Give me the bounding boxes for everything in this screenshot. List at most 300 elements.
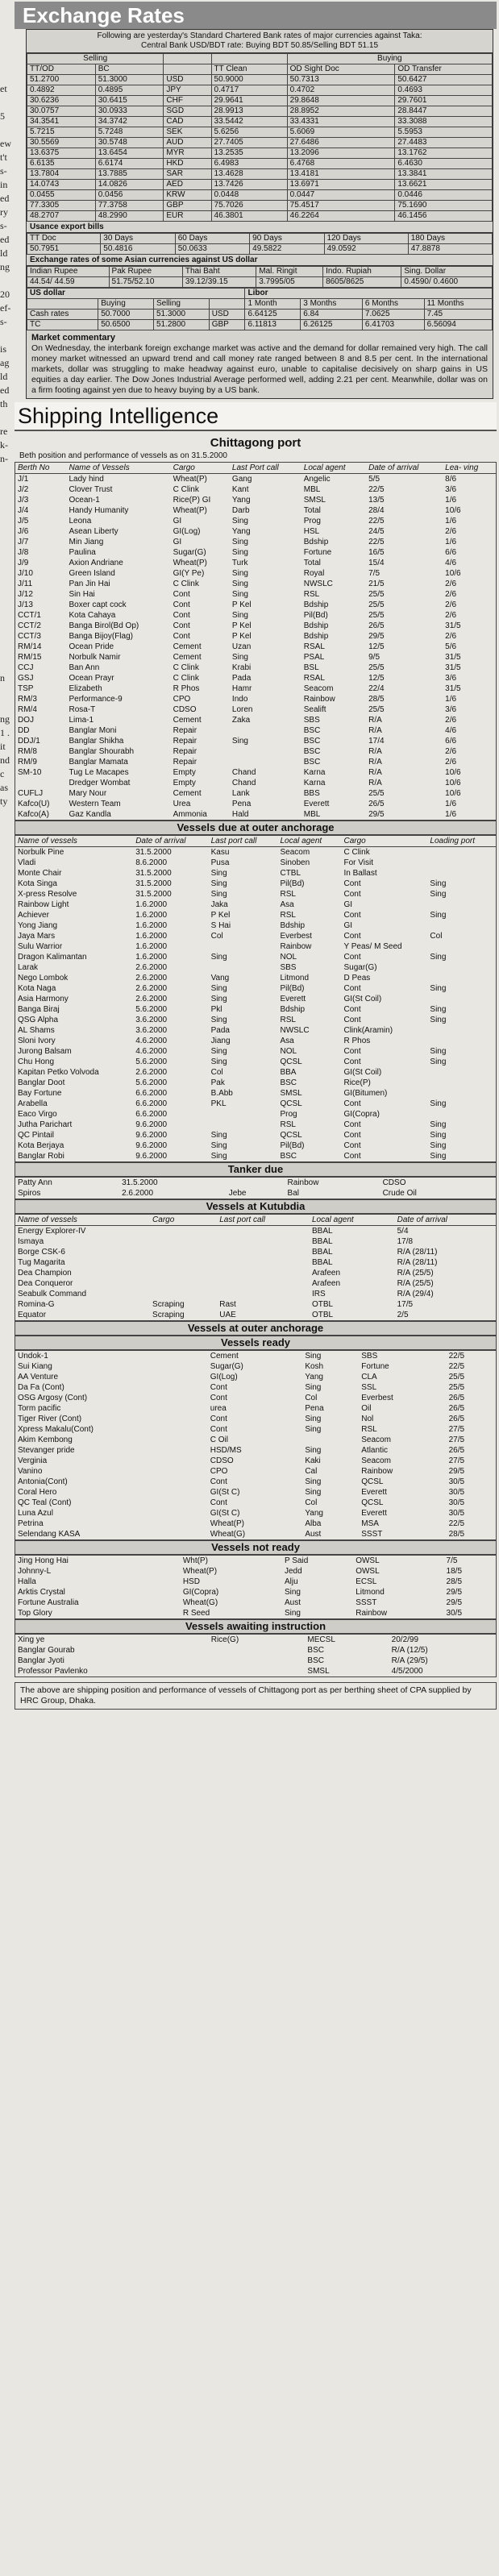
anchorage-row-cell: Y Peas/ M Seed <box>343 942 402 951</box>
kutubdia-row-cell: Energy Explorer-IV <box>18 1227 86 1236</box>
usd-blank-header <box>209 299 245 310</box>
awaiting-rows <box>15 1635 497 1677</box>
berth-row-cell: Tug Le Macapes <box>69 768 129 777</box>
berth-row-cell: 1/6 <box>445 496 457 505</box>
left-fragment <box>0 1000 13 1014</box>
not-ready-row-cell: Fortune Australia <box>18 1598 79 1607</box>
currency-row-cell: 27.7405 <box>211 138 287 148</box>
currency-row-cell: 14.0826 <box>95 180 164 190</box>
berth-row-cell: 17/4 <box>368 737 385 746</box>
berth-row-cell: 1/6 <box>445 810 457 819</box>
anchorage-row-cell <box>427 1067 496 1078</box>
ready-rows <box>15 1351 497 1540</box>
not-ready-row-cell: Jing Hong Hai <box>18 1556 69 1565</box>
anchorage-row-cell <box>209 962 278 973</box>
anchorage-row-cell: Sugar(G) <box>343 963 377 972</box>
left-fragment <box>0 1877 13 1891</box>
anchorage-row-cell: SBS <box>280 963 297 972</box>
anchorage-row-cell: Cont <box>343 1131 361 1140</box>
kutubdia-row-cell: Romina-G <box>18 1300 55 1309</box>
berth-row-cell: Asean Liberty <box>69 527 119 536</box>
berth-row <box>15 736 497 746</box>
berth-row-cell: 2/6 <box>445 600 457 609</box>
exchange-rates-banner: Exchange Rates <box>15 2 497 29</box>
ready-row-cell: Everett <box>361 1488 387 1497</box>
market-commentary <box>27 330 493 398</box>
currency-row-cell: 29.9641 <box>211 96 287 106</box>
anchorage-row-cell: Jurong Balsam <box>18 1047 72 1056</box>
anchorage-row-cell: Nego Lombok <box>18 974 69 983</box>
berth-header-cell: Cargo <box>171 463 230 474</box>
currency-row-cell: 0.0448 <box>211 190 287 201</box>
note-line-1: Following are yesterday's Standard Chartered Bank rates of major currencies against Taka: <box>97 31 422 40</box>
ready-row-cell: Akim Kembong <box>18 1435 73 1444</box>
libor-title: Libor <box>245 289 493 299</box>
berth-row-cell: Pada <box>231 674 252 683</box>
anchorage-row-cell: 2.6.2000 <box>135 995 168 1003</box>
left-fragment <box>0 1329 13 1343</box>
blank-header <box>164 54 211 64</box>
not-ready-row-cell: Arktis Crystal <box>18 1588 65 1597</box>
left-fragment: et <box>0 83 7 94</box>
berth-row <box>15 495 497 505</box>
currency-row-cell: 13.6971 <box>287 180 395 190</box>
not-ready-row-cell: Wheat(P) <box>182 1567 218 1576</box>
berth-row <box>15 600 497 610</box>
not-ready-rows <box>15 1556 497 1619</box>
berth-row-cell: Repair <box>173 737 198 746</box>
anchorage-row-cell: Cont <box>343 1047 361 1056</box>
asian-value-cell: 39.12/39.15 <box>182 277 256 288</box>
berth-row-cell: Sin Hai <box>69 590 95 599</box>
ready-row-cell: Atlantic <box>361 1446 389 1455</box>
usd-row-cell: 50.7000 <box>98 310 154 320</box>
anchorage-row-cell: Banga Biraj <box>18 1005 60 1014</box>
anchorage-row <box>15 1099 497 1109</box>
anchorage-row-cell: NOL <box>280 1047 297 1056</box>
kutubdia-header-cell: Date of arrival <box>395 1215 497 1226</box>
left-fragment: in <box>0 179 8 190</box>
usance-header-cell: 90 Days <box>250 234 324 244</box>
berth-row-cell: 1/6 <box>445 538 457 546</box>
currency-row <box>27 169 493 180</box>
currency-row-cell: 0.0446 <box>395 190 493 201</box>
berth-row-cell: Norbulk Namir <box>69 653 121 662</box>
anchorage-row-cell: Vladi <box>18 858 36 867</box>
anchorage-row-cell: Asa <box>280 1037 294 1045</box>
currency-row-cell: 46.3801 <box>211 211 287 222</box>
anchorage-row-cell: Sing <box>210 1131 227 1140</box>
anchorage-row-cell: 2.6.2000 <box>135 974 168 983</box>
anchorage-row-cell: 9.6.2000 <box>135 1131 168 1140</box>
berth-header-cell: Last Port call <box>230 463 301 474</box>
berth-row-cell: CCT/2 <box>18 621 41 630</box>
berth-row-cell: J/2 <box>18 485 29 494</box>
ready-row-cell: 30/5 <box>448 1509 465 1518</box>
anchorage-row-cell: Sing <box>430 1152 447 1161</box>
left-fragment <box>0 1494 13 1507</box>
anchorage-row-cell: BBA <box>280 1068 297 1077</box>
kutubdia-row <box>15 1278 497 1289</box>
kutubdia-row-cell: BBAL <box>312 1258 333 1267</box>
ready-row-cell: Everett <box>361 1509 387 1518</box>
left-fragment <box>0 274 13 288</box>
anchorage-row-cell: Sing <box>210 953 227 962</box>
anchorage-row-cell <box>427 1088 496 1099</box>
usd-header-cell: Buying <box>98 299 154 310</box>
selling-header: Selling <box>27 54 164 64</box>
buying-header: Buying <box>287 54 492 64</box>
usd-row-cell: GBP <box>209 320 245 330</box>
shipping-box <box>15 436 497 1710</box>
currency-row-cell: 30.5569 <box>27 138 96 148</box>
berth-row-cell: Clover Trust <box>69 485 113 494</box>
commentary-title: Market commentary <box>31 333 115 343</box>
not-ready-row <box>15 1556 497 1567</box>
left-fragment <box>0 1137 13 1151</box>
tanker-row-cell: Rainbow <box>287 1178 319 1187</box>
anchorage-row-cell: 1.6.2000 <box>135 900 168 909</box>
berth-row-cell: 15/4 <box>368 559 385 567</box>
berth-row-cell: Sealift <box>303 705 326 714</box>
usd-libor-headers <box>27 299 493 310</box>
left-fragment <box>0 1096 13 1110</box>
left-fragment <box>0 1507 13 1521</box>
awaiting-row-cell: BSC <box>307 1656 324 1665</box>
left-fragment: ed <box>0 193 10 204</box>
currency-row <box>27 75 493 85</box>
ready-row-cell: 28/5 <box>448 1530 465 1539</box>
ready-row <box>15 1508 497 1519</box>
berth-row-cell: Prog <box>303 517 321 526</box>
berth-table <box>15 462 497 821</box>
berth-row-cell: Sugar(G) <box>173 548 206 557</box>
berth-row-cell: BSC <box>303 737 321 746</box>
kutubdia-row-cell <box>150 1268 217 1278</box>
ready-row-cell: RSL <box>361 1425 377 1434</box>
berth-row <box>15 558 497 568</box>
anchorage-row <box>15 1057 497 1067</box>
anchorage-row-cell: D Peas <box>343 974 371 983</box>
anchorage-row <box>15 1046 497 1057</box>
ready-row-cell: Yang <box>305 1373 323 1381</box>
berth-row-cell: CDSO <box>173 705 197 714</box>
anchorage-table <box>15 835 497 1162</box>
anchorage-row-cell: Kota Naga <box>18 984 56 993</box>
ready-row-cell: Da Fa (Cont) <box>18 1383 64 1392</box>
berth-row-cell: R/A <box>368 747 382 756</box>
left-fragment <box>0 1863 13 1877</box>
tanker-row <box>15 1188 497 1199</box>
awaiting-row-cell <box>293 1635 305 1646</box>
currency-row-cell: 6.4768 <box>287 159 395 169</box>
berth-row-cell: Loren <box>231 705 253 714</box>
berth-row <box>15 757 497 767</box>
ready-row <box>15 1351 497 1362</box>
ready-row-cell: GI(Log) <box>210 1373 238 1381</box>
usd-libor-row <box>27 320 493 330</box>
ready-row-cell: Sing <box>305 1352 322 1361</box>
berth-row-cell: Repair <box>173 726 198 735</box>
usance-header-cell: 30 Days <box>101 234 175 244</box>
currency-row-cell: 13.6375 <box>27 148 96 159</box>
ready-row-cell: C Oil <box>210 1435 228 1444</box>
left-fragment <box>0 1411 13 1425</box>
berth-row-cell: Karna <box>303 768 326 777</box>
left-fragment: c <box>0 768 5 779</box>
anchorage-row-cell: QCSL <box>280 1057 302 1066</box>
ready-row-cell: SBS <box>361 1352 378 1361</box>
ready-row-cell: Kosh <box>305 1362 324 1371</box>
usd-row-cell: 51.2800 <box>153 320 209 330</box>
berth-row <box>15 725 497 736</box>
left-fragment <box>0 1795 13 1809</box>
ready-row-cell: SSL <box>361 1383 377 1392</box>
left-fragment <box>0 69 13 82</box>
anchorage-row-cell: Kota Singa <box>18 879 57 888</box>
awaiting-title: Vessels awaiting instruction <box>15 1619 497 1634</box>
anchorage-row-cell: GI(St Coil) <box>343 995 382 1003</box>
anchorage-row-cell: Pil(Bd) <box>280 1141 305 1150</box>
awaiting-row-cell: Banglar Jyoti <box>18 1656 64 1665</box>
anchorage-row-cell: For Visit <box>343 858 373 867</box>
berth-row-cell: P Kel <box>231 632 252 641</box>
anchorage-row-cell: Sing <box>430 1047 447 1056</box>
currency-row-cell: CAD <box>164 117 211 127</box>
kutubdia-row <box>15 1268 497 1278</box>
currency-header-cell: TT/OD <box>27 64 96 75</box>
berth-row-cell: Ban Ann <box>69 663 100 672</box>
berth-row-cell: Repair <box>173 747 198 756</box>
shipping-intelligence-banner: Shipping Intelligence <box>15 402 497 431</box>
berth-row <box>15 746 497 757</box>
kutubdia-row-cell: Seabulk Command <box>18 1290 87 1298</box>
left-fragment <box>0 534 13 548</box>
ready-row <box>15 1424 497 1435</box>
left-fragment <box>0 1562 13 1576</box>
berth-row-cell: 13/5 <box>368 496 385 505</box>
anchorage-row-cell: PKL <box>210 1099 227 1108</box>
anchorage-row-cell: Asia Harmony <box>18 995 69 1003</box>
berth-row-cell: 9/5 <box>368 653 380 662</box>
berth-row-cell: Sing <box>231 653 248 662</box>
anchorage-row-cell: Clink(Aramin) <box>343 1026 393 1035</box>
berth-row-cell: BSC <box>303 758 321 767</box>
anchorage-row-cell: In Ballast <box>343 869 377 878</box>
currency-row-cell: SEK <box>164 127 211 138</box>
usance-value-cell: 50.4816 <box>101 244 175 255</box>
anchorage-row-cell: Sing <box>430 984 447 993</box>
berth-row-cell: 8/6 <box>445 475 457 484</box>
note-line-2: Central Bank USD/BDT rate: Buying BDT 50.85/Selling BDT 51.15 <box>140 41 379 50</box>
kutubdia-header-cell: Last port call <box>217 1215 310 1226</box>
anchorage-row-cell: Banglar Doot <box>18 1078 65 1087</box>
left-fragment: ng <box>0 713 10 725</box>
anchorage-row-cell <box>209 1109 278 1120</box>
anchorage-row-cell: RSL <box>280 1016 296 1024</box>
currency-row-cell: 5.6256 <box>211 127 287 138</box>
left-fragment <box>0 603 13 617</box>
anchorage-row-cell: 3.6.2000 <box>135 1026 168 1035</box>
anchorage-row <box>15 994 497 1004</box>
anchorage-row-cell: Cont <box>343 890 361 899</box>
kutubdia-row-cell <box>150 1236 217 1247</box>
awaiting-row-cell: Xing ye <box>18 1635 45 1644</box>
currency-row-cell: 51.2700 <box>27 75 96 85</box>
berth-row-cell: 25/5 <box>368 789 385 798</box>
berth-row-cell: Pil(Bd) <box>303 611 328 620</box>
anchorage-row-cell: Sing <box>430 890 447 899</box>
anchorage-row-cell: Kota Berjaya <box>18 1141 64 1150</box>
kutubdia-row-cell <box>217 1278 310 1289</box>
berth-row-cell: J/3 <box>18 496 29 505</box>
kutubdia-row-cell <box>217 1247 310 1257</box>
left-fragment <box>0 1740 13 1754</box>
left-fragment <box>0 1672 13 1685</box>
kutubdia-row-cell: IRS <box>312 1290 326 1298</box>
not-ready-row-cell: 18/5 <box>446 1567 463 1576</box>
anchorage-title: Vessels due at outer anchorage <box>15 821 497 835</box>
not-ready-row-cell: OWSL <box>356 1556 380 1565</box>
not-ready-row-cell: Alju <box>284 1577 298 1586</box>
anchorage-row-cell: Sing <box>430 1005 447 1014</box>
kutubdia-row-cell: OTBL <box>312 1300 334 1309</box>
left-fragment: ew <box>0 138 11 149</box>
left-fragment <box>0 699 13 713</box>
currency-header-cell <box>164 64 211 75</box>
berth-row-cell: Repair <box>173 758 198 767</box>
anchorage-row-cell: Banglar Robi <box>18 1152 64 1161</box>
berth-row-cell: C Clink <box>173 485 199 494</box>
left-fragment <box>0 41 13 55</box>
berth-row <box>15 715 497 725</box>
anchorage-row-cell: Col <box>430 932 443 941</box>
not-ready-title: Vessels not ready <box>15 1540 497 1555</box>
ready-row <box>15 1361 497 1372</box>
awaiting-row-cell <box>293 1666 305 1677</box>
left-fragment <box>0 973 13 987</box>
ready-row-cell: Undok-1 <box>18 1352 48 1361</box>
anchorage-row-cell: Dragon Kalimantan <box>18 953 87 962</box>
ready-row <box>15 1435 497 1445</box>
currency-rates-table <box>27 53 493 222</box>
berth-row-cell: Banga Bijoy(Flag) <box>69 632 133 641</box>
berth-row-cell: Min Jiang <box>69 538 104 546</box>
berth-row-cell: Cement <box>173 642 202 651</box>
anchorage-row-cell: 31.5.2000 <box>135 848 172 857</box>
usance-value-cell: 50.7951 <box>27 244 101 255</box>
currency-row-cell: SAR <box>164 169 211 180</box>
berth-header-cell: Name of Vessels <box>67 463 171 474</box>
berth-row <box>15 568 497 579</box>
blank-header-2 <box>211 54 287 64</box>
ready-row-cell: Pena <box>305 1404 324 1413</box>
anchorage-row-cell: NOL <box>280 953 297 962</box>
berth-row-cell: 25/5 <box>368 600 385 609</box>
berth-row-cell: 10/6 <box>445 768 461 777</box>
anchorage-row-cell <box>427 858 496 868</box>
berth-row-cell: TSP <box>18 684 34 693</box>
berth-row-cell: Pan Jin Hai <box>69 580 110 588</box>
kutubdia-row-cell: Arafeen <box>312 1279 341 1288</box>
kutubdia-row-cell: Tug Magarita <box>18 1258 65 1267</box>
port-title: Chittagong port <box>210 436 301 450</box>
anchorage-row-cell: RSL <box>280 1120 296 1129</box>
left-fragment: t't <box>0 152 7 163</box>
currency-row <box>27 138 493 148</box>
anchorage-row-cell: Litmond <box>280 974 310 983</box>
currency-row-cell: 48.2990 <box>95 211 164 222</box>
not-ready-row-cell: GI(Copra) <box>182 1588 219 1597</box>
anchorage-row <box>15 847 497 858</box>
left-fragment <box>0 644 13 658</box>
anchorage-row-cell: SMSL <box>280 1089 302 1098</box>
berth-row-cell: 16/5 <box>368 548 385 557</box>
berth-row-cell: SBS <box>303 716 320 725</box>
ready-row <box>15 1445 497 1456</box>
ready-row-cell: Alba <box>305 1519 322 1528</box>
anchorage-row-cell: Cont <box>343 932 361 941</box>
currency-row-cell: 34.3742 <box>95 117 164 127</box>
ready-row-cell: Cont <box>210 1425 227 1434</box>
currency-row-cell: 6.6174 <box>95 159 164 169</box>
berth-row <box>15 589 497 600</box>
ready-row-cell: 26/5 <box>448 1446 465 1455</box>
currency-row-cell: AED <box>164 180 211 190</box>
berth-row-cell: 28/4 <box>368 506 385 515</box>
left-fragment <box>0 1603 13 1617</box>
ready-row-cell: Antonia(Cont) <box>18 1477 68 1486</box>
anchorage-row-cell: Bdship <box>280 1005 306 1014</box>
berth-row-cell: Everett <box>303 800 330 808</box>
berth-row-cell: 24/5 <box>368 527 385 536</box>
currency-row-cell: 30.5748 <box>95 138 164 148</box>
left-fragment <box>0 1754 13 1768</box>
anchorage-row-cell: Cont <box>343 984 361 993</box>
ready-row-cell: CLA <box>361 1373 377 1381</box>
currency-row-cell: 13.1762 <box>395 148 493 159</box>
berth-row-cell: GI(Y Pe) <box>173 569 205 578</box>
awaiting-row <box>15 1666 497 1677</box>
anchorage-row-cell: Sing <box>430 1120 447 1129</box>
currency-row-cell: 5.6069 <box>287 127 395 138</box>
left-fragment <box>0 1466 13 1480</box>
currency-row-cell: 33.3088 <box>395 117 493 127</box>
berth-row-cell: Mary Nour <box>69 789 107 798</box>
anchorage-row <box>15 941 497 952</box>
ready-row-cell: HSD/MS <box>210 1446 242 1455</box>
berth-row-cell: DDJ/1 <box>18 737 40 746</box>
berth-row-cell: 31/5 <box>445 621 461 630</box>
currency-row-cell: 30.6415 <box>95 96 164 106</box>
ready-row-cell: Coral Hero <box>18 1488 57 1497</box>
ready-row-cell: Cont <box>210 1477 227 1486</box>
tanker-title: Tanker due <box>15 1162 497 1177</box>
berth-row-cell: Wheat(P) <box>173 506 207 515</box>
tanker-row-cell: Jebe <box>228 1189 247 1198</box>
anchorage-row-cell: QC Pintail <box>18 1131 55 1140</box>
currency-row-cell: GBP <box>164 201 211 211</box>
ready-row-cell: Verginia <box>18 1456 48 1465</box>
ready-row-cell: MSA <box>361 1519 379 1528</box>
currency-row-cell: 75.4517 <box>287 201 395 211</box>
ready-row <box>15 1466 497 1477</box>
asian-header-cell: Pak Rupee <box>109 267 182 277</box>
awaiting-row-cell: BSC <box>307 1646 324 1655</box>
ready-row-cell: CDSO <box>210 1456 234 1465</box>
ready-row-cell: Sugar(G) <box>210 1362 243 1371</box>
berth-row-cell: Sing <box>231 611 248 620</box>
